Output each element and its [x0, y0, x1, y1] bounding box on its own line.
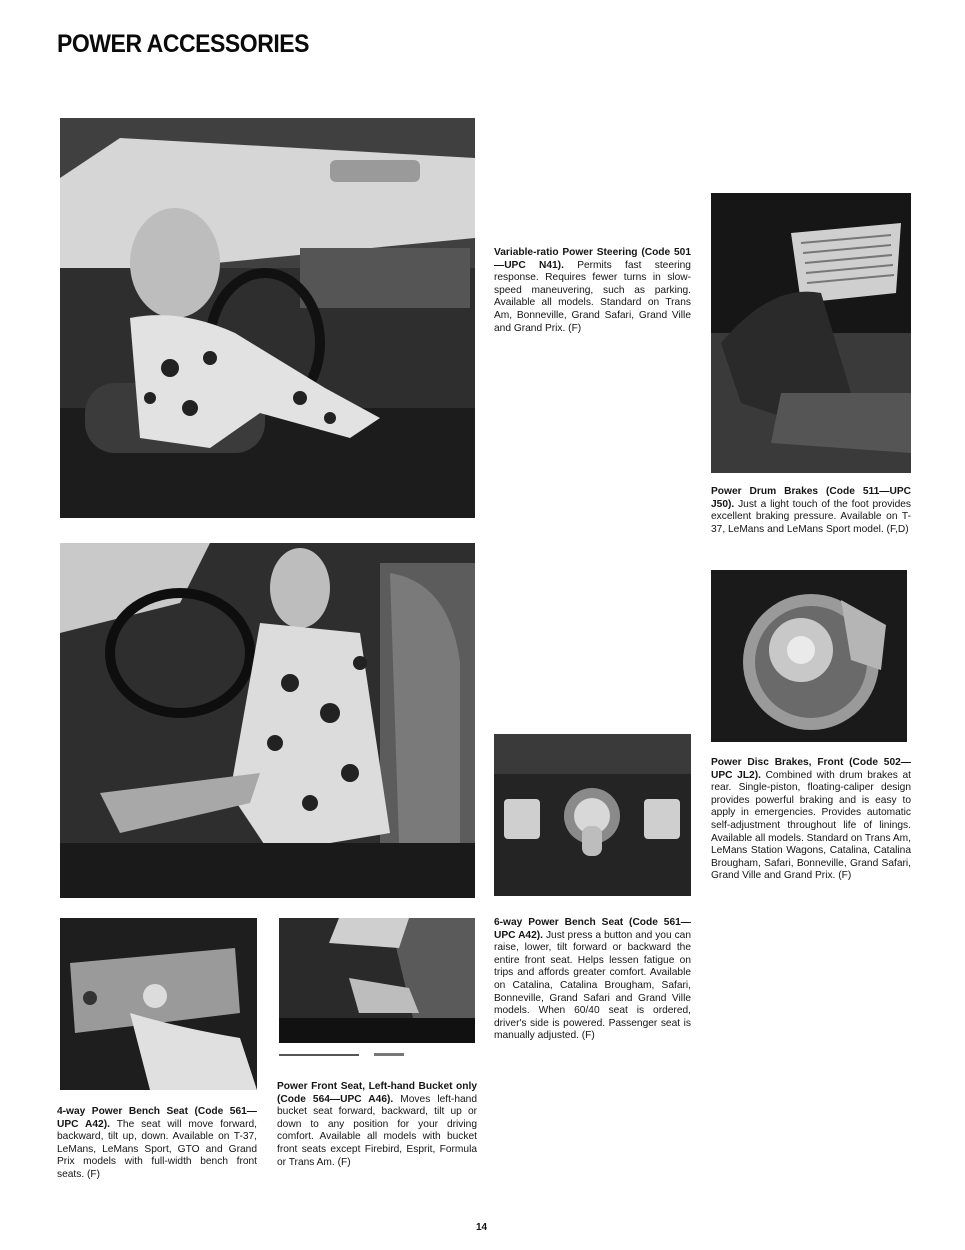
caption-heading: Variable-ratio Power Steering (Code 501—UPC N41).: [494, 247, 691, 271]
caption-heading: Power Disc Brakes, Front (Code 502—UPC JL2).: [711, 757, 911, 781]
photo-power-steering: [60, 118, 475, 518]
caption-body: Combined with drum brakes at rear. Single-piston, floating-caliper design provides powerful braking and is easy to apply in emergencies. Provides automatic self-adjustment throughout life of linings. Available all models. Standard on Trans Am, LeMans Station Wagons, Catalina, Catalina Brougham, Safari, Bonneville, Grand Safari, Grand Ville and Grand Prix. (F): [711, 769, 911, 882]
caption-body: The seat will move forward, backward, tilt up, down. Available on T-37, LeMans, LeMans Sport, GTO and Grand Prix models with full-width bench front seats. (F): [57, 1118, 257, 1180]
page-title: POWER ACCESSORIES: [57, 30, 310, 58]
photo-power-disc-brakes: [711, 570, 907, 742]
caption-power-steering: [494, 247, 691, 335]
caption-power-drum-brakes: [711, 486, 911, 536]
caption-heading: 6-way Power Bench Seat (Code 561—UPC A42).: [494, 917, 691, 941]
caption-body: Permits fast steering response. Requires fewer turns in slow-speed maneuvering, such as parking. Available all models. Standard on Trans Am, Bonneville, Grand Safari, Grand Ville and Grand Prix. (F): [494, 259, 691, 334]
caption-bucket-seat: [277, 1081, 477, 1169]
caption-six-way-seat: [494, 917, 691, 1043]
photo-bucket-seat: [279, 918, 475, 1043]
caption-body: Moves left-hand bucket seat forward, backward, tilt up or down to any position for your driving comfort. Available all models with bucket front seats except Firebird, Esprit, Formula or Trans Am. (F): [277, 1093, 477, 1168]
photo-four-way-seat: [60, 918, 257, 1090]
page-number: 14: [476, 1222, 488, 1233]
caption-body: Just press a button and you can raise, lower, tilt forward or backward the entire front seat. Helps lessen fatigue on trips and affords greater comfort. Available on Catalina, Catalina Brougham, Safari, Bonneville, Grand Safari and Grand Ville models. When 60/40 seat is ordered, driver's side is powered. Passenger seat is manually adjusted. (F): [494, 929, 691, 1042]
caption-body: Just a light touch of the foot provides excellent braking pressure. Available on T-37, LeMans and LeMans Sport model. (F,D): [711, 498, 911, 535]
caption-heading: Power Front Seat, Left-hand Bucket only (Code 564—UPC A46).: [277, 1081, 477, 1105]
photo-power-drum-brakes: [711, 193, 911, 473]
photo-six-way-seat-controls: [494, 734, 691, 896]
caption-heading: Power Drum Brakes (Code 511—UPC J50).: [711, 486, 911, 510]
caption-four-way-seat: [57, 1106, 257, 1182]
caption-heading: 4-way Power Bench Seat (Code 561—UPC A42).: [57, 1106, 257, 1130]
caption-power-disc-brakes: [711, 757, 911, 883]
photo-six-way-seat-woman: [60, 543, 475, 898]
bucket-seat-photo-strip: [279, 1050, 475, 1060]
